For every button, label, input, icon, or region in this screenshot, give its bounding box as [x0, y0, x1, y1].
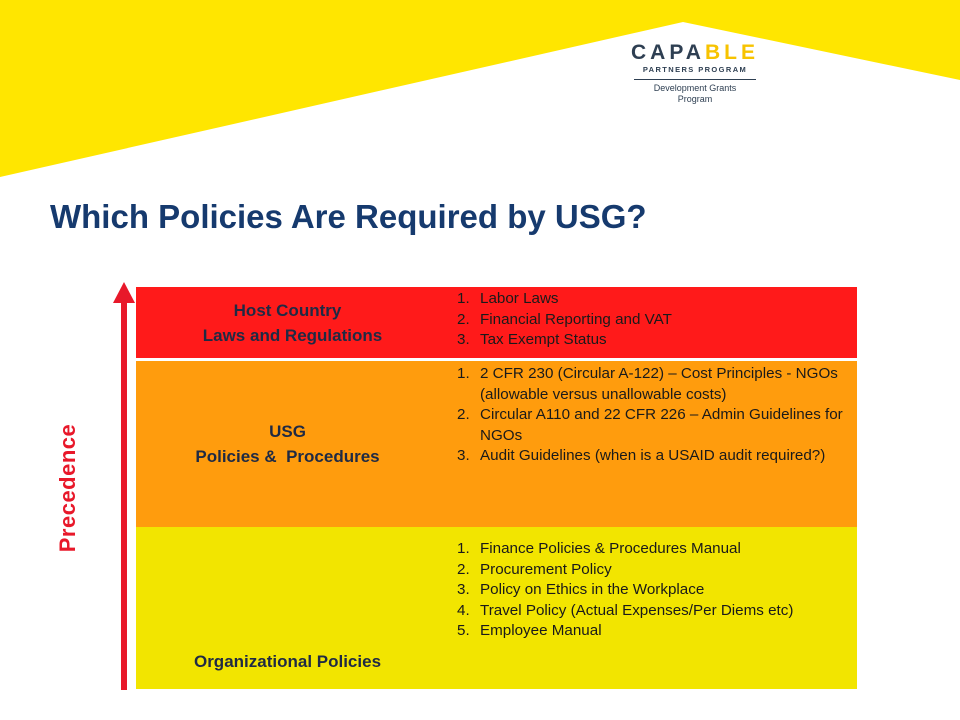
usg-heading-line2: Policies & Procedures: [195, 447, 380, 466]
usg-list: [439, 361, 857, 527]
organizational-heading: [136, 527, 439, 689]
host-heading-line1: Host Country: [233, 300, 342, 320]
logo-wordmark: CAPABLE: [631, 41, 759, 64]
list-item: 5. Employee Manual: [457, 622, 602, 639]
list-item: 1. Finance Policies & Procedures Manual: [457, 540, 741, 557]
host-country-heading: [136, 287, 439, 358]
organizational-list: [439, 527, 857, 689]
usg-heading: [136, 361, 439, 527]
host-country-list: [439, 287, 857, 358]
list-item: 3. Audit Guidelines (when is a USAID audit required?): [457, 447, 826, 464]
org-heading-line1: Organizational Policies: [193, 651, 382, 671]
list-item: 2. Procurement Policy: [457, 560, 612, 578]
precedence-label: Precedence: [55, 423, 80, 553]
logo-grants-line1: Development Grants: [653, 83, 737, 93]
list-item: 1. Labor Laws: [457, 290, 559, 307]
list-item: 3. Policy on Ethics in the Workplace: [457, 581, 705, 598]
list-item: 4. Travel Policy (Actual Expenses/Per Diems etc): [457, 601, 794, 619]
usg-heading-line1: USG: [269, 422, 306, 441]
list-item: 3. Tax Exempt Status: [457, 331, 607, 348]
list-item: 2. Circular A110 and 22 CFR 226 – Admin Guidelines for NGOs: [457, 406, 843, 444]
list-item: 2. Financial Reporting and VAT: [457, 310, 672, 328]
logo-grants-line2: Program: [677, 94, 713, 104]
list-item: 1. 2 CFR 230 (Circular A-122) – Cost Principles - NGOs (allowable versus unallowable costs): [457, 365, 838, 403]
page-title: Which Policies Are Required by USG?: [50, 198, 647, 235]
logo-subtitle: PARTNERS PROGRAM: [642, 65, 748, 74]
host-heading-line2: Laws and Regulations: [202, 325, 383, 345]
